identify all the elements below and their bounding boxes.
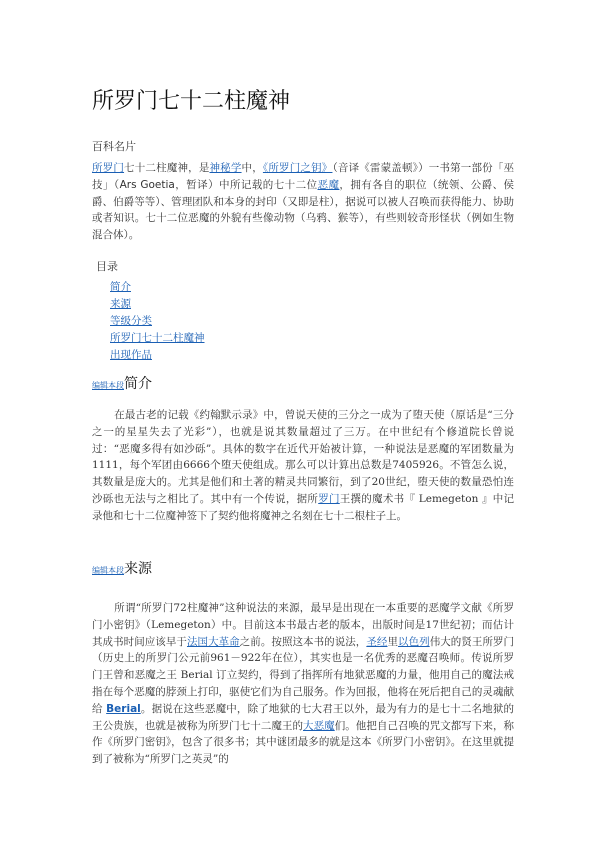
section-heading-intro: 编辑本段简介	[92, 376, 152, 392]
page-subtitle: 百科名片	[92, 140, 136, 153]
link-key-of-solomon[interactable]: 《所罗门之钥》	[262, 162, 333, 174]
link-french-revolution[interactable]: 法国大革命	[186, 635, 240, 648]
link-berial[interactable]: Berial	[106, 702, 141, 715]
page-title: 所罗门七十二柱魔神	[92, 89, 291, 114]
link-solomon-2[interactable]: 罗门	[318, 492, 340, 505]
link-great-demon[interactable]: 大恶魔	[303, 719, 335, 732]
link-occultism[interactable]: 神秘学	[209, 162, 242, 174]
link-solomon[interactable]: 所罗门	[92, 162, 125, 174]
section-heading-origin: 编辑本段来源	[92, 561, 152, 577]
toc-item[interactable]: 等级分类	[110, 315, 152, 327]
toc-item[interactable]: 所罗门七十二柱魔神	[110, 332, 205, 344]
toc-item[interactable]: 来源	[110, 298, 131, 310]
edit-section-link[interactable]: 编辑本段	[92, 381, 124, 390]
link-demon[interactable]: 恶魔	[317, 178, 340, 191]
section-origin-paragraph: 所谓“所罗门72柱魔神”这种说法的来源，最早是出现在一本重要的恶魔学文献《所罗门小密钥》（Lemegeton）中。目前这本书最古老的版本，出版时间是17世纪初；而估计其成书时间应该早于法国大革命之前。按照这本书的说法，圣经里以色列伟大的贤王所罗门（历史上的所罗门公元前961－922年在位），其实也是一名优秀的恶魔召唤师。传说所罗门王曾和恶魔之王 Berial 订立契约，得到了指挥所有地狱恶魔的力量，他用自己的魔法戒指在每个恶魔的脖颈上打印，驱使它们为自己服务。作为回报，他将在死后把自己的灵魂献给 Berial。据说在这些恶魔中，除了地狱的七大君王以外，最为有力的是七十二名地狱的王公贵族，也就是被称为所罗门七十二魔王的大恶魔们。他把自己召唤的咒文都写下来，称作《所罗门密钥》，包含了很多书；其中谜团最多的就是这本《所罗门小密钥》。在这里就提到了被称为“所罗门之英灵”的	[92, 602, 515, 766]
edit-section-link[interactable]: 编辑本段	[92, 566, 124, 575]
intro-paragraph: 所罗门七十二柱魔神，是神秘学中，《所罗门之钥》（音译《雷蒙盖顿》）一书第一部份「巫技」（Ars Goetia，暂译）中所记载的七十二位恶魔，拥有各自的职位（统领、公爵、侯爵、伯爵等等）、管理团队和本身的封印（又即是柱），据说可以被人召唤而获得能力、协助或者知识。七十二位恶魔的外貌有些像动物（乌鸦、猴等），有些则较奇形怪状（例如生物混合体）。	[92, 162, 515, 242]
table-of-contents	[110, 279, 205, 364]
link-bible[interactable]: 圣经	[366, 635, 388, 648]
link-israel[interactable]: 以色列	[398, 635, 430, 648]
toc-item[interactable]: 出现作品	[110, 349, 152, 361]
toc-item[interactable]: 简介	[110, 281, 131, 293]
section-intro-paragraph: 在最古老的记载《约翰默示录》中，曾说天使的三分之一成为了堕天使（原话是“三分之一的星星失去了光彩”），也就是说其数量超过了三万。在中世纪有个修道院长曾说过：“恶魔多得有如沙砾”。具体的数字在近代开始被计算，一种说法是恶魔的军团数量为1111，每个军团由6666个堕天使组成。那么可以计算出总数是7405926。不管怎么说，其数量是庞大的。尤其是他们和土著的精灵共同繁衍，到了20世纪，堕天使的数量恐怕连沙砾也无法与之相比了。其中有一个传说，据所罗门王撰的魔术书『 Lemegeton 』中记录他和七十二位魔神签下了契约他将魔神之名刻在七十二根柱子上。	[92, 409, 515, 522]
toc-label: 目录	[96, 260, 118, 273]
